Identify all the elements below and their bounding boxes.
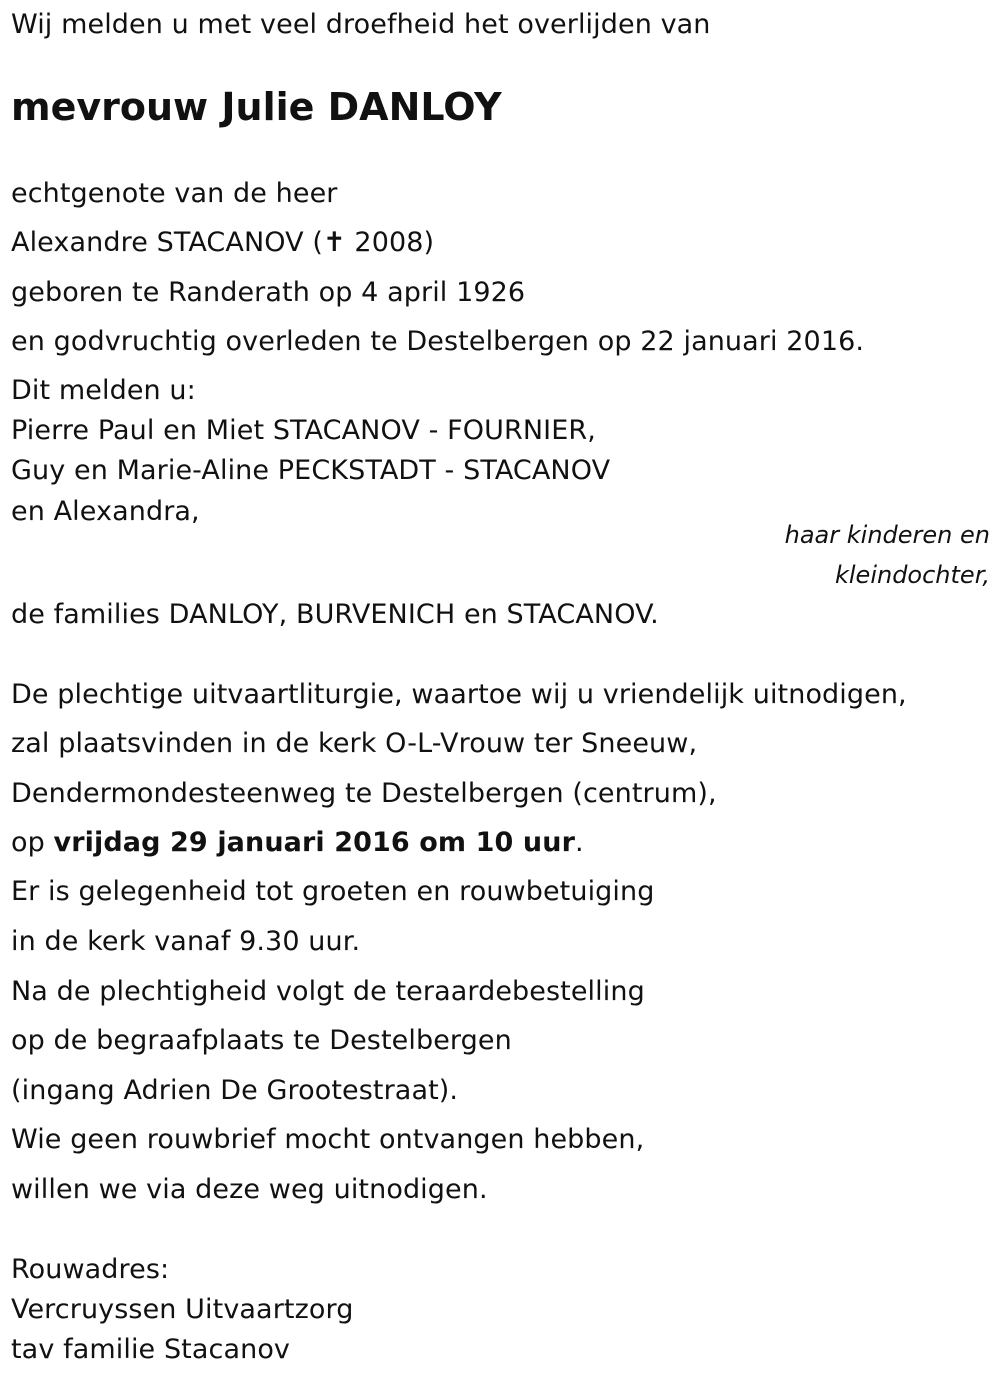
- funeral-line-3: Dendermondesteenweg te Destelbergen (centrum),: [11, 778, 717, 809]
- intro-text: Wij melden u met veel droefheid het overlijden van: [11, 9, 711, 40]
- funeral-date-bold: vrijdag 29 januari 2016 om 10 uur: [53, 827, 575, 858]
- funeral-line-11: willen we via deze weg uitnodigen.: [11, 1174, 488, 1205]
- announcers-heading: Dit melden u:: [11, 375, 196, 406]
- funeral-line-10: Wie geen rouwbrief mocht ontvangen hebben,: [11, 1124, 645, 1155]
- announcer-line: Pierre Paul en Miet STACANOV - FOURNIER,: [11, 415, 596, 446]
- families-text: de families DANLOY, BURVENICH en STACANOV.: [11, 599, 659, 630]
- address-line-1: Vercruyssen Uitvaartzorg: [11, 1294, 354, 1325]
- funeral-line-1: De plechtige uitvaartliturgie, waartoe wij u vriendelijk uitnodigen,: [11, 679, 907, 710]
- funeral-line-9: (ingang Adrien De Grootestraat).: [11, 1075, 459, 1106]
- spouse-name: [11, 226, 434, 260]
- spouse-name-prefix: Alexandre STACANOV (: [11, 227, 323, 258]
- spouse-name-suffix: 2008): [345, 227, 435, 258]
- announcers-role-line-2: kleindochter,: [834, 561, 990, 589]
- spouse-relation: echtgenote van de heer: [11, 178, 338, 209]
- funeral-date-suffix: .: [575, 827, 584, 858]
- address-line-2: tav familie Stacanov: [11, 1334, 291, 1365]
- address-heading: Rouwadres:: [11, 1254, 170, 1285]
- announcer-line: Guy en Marie-Aline PECKSTADT - STACANOV: [11, 455, 611, 486]
- funeral-line-2: zal plaatsvinden in de kerk O-L-Vrouw ter Sneeuw,: [11, 728, 698, 759]
- birth-text: geboren te Randerath op 4 april 1926: [11, 277, 526, 308]
- funeral-date: [11, 826, 584, 860]
- funeral-line-6: in de kerk vanaf 9.30 uur.: [11, 926, 361, 957]
- deceased-name: mevrouw Julie DANLOY: [11, 85, 502, 129]
- funeral-line-8: op de begraafplaats te Destelbergen: [11, 1025, 512, 1056]
- announcer-line: en Alexandra,: [11, 496, 200, 527]
- cross-icon: ✝: [323, 227, 346, 258]
- death-text: en godvruchtig overleden te Destelbergen op 22 januari 2016.: [11, 326, 865, 357]
- funeral-line-5: Er is gelegenheid tot groeten en rouwbetuiging: [11, 876, 655, 907]
- funeral-date-prefix: op: [11, 827, 54, 858]
- announcers-role-line-1: haar kinderen en: [784, 521, 990, 549]
- funeral-line-7: Na de plechtigheid volgt de teraardebestelling: [11, 976, 645, 1007]
